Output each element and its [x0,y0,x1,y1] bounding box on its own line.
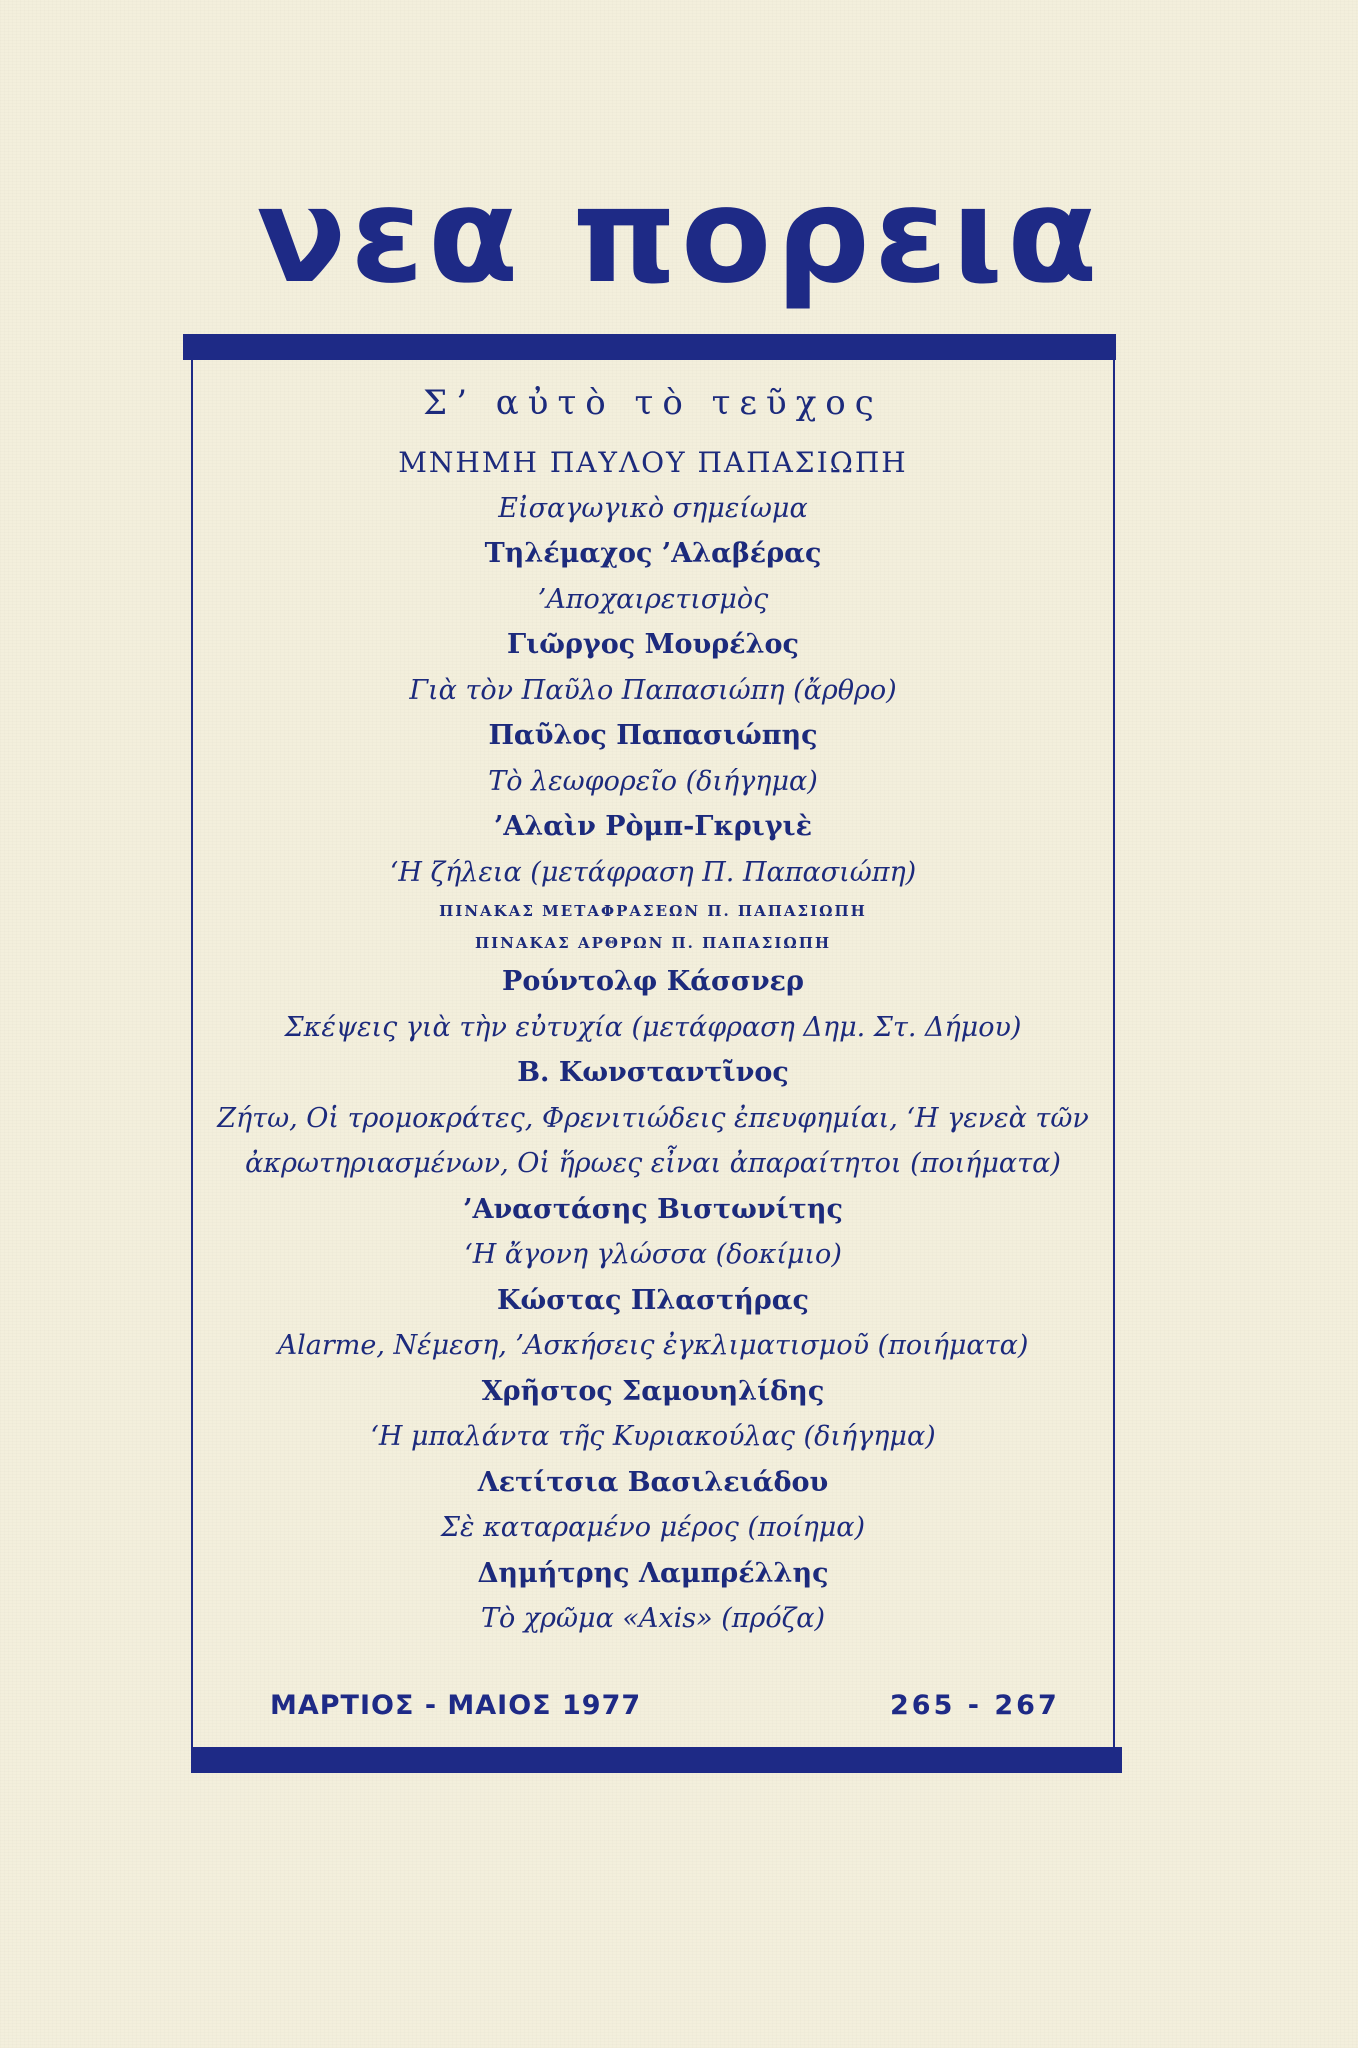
memorial-heading: ΜΝΗΜΗ ΠΑΥΛΟΥ ΠΑΠΑΣΙΩΠΗ [398,446,908,479]
entry-title: ‘Η μπαλάντα τῆς Κυριακούλας (διήγημα) [370,1421,936,1452]
entry-author: Χρῆστος Σαμουηλίδης [481,1375,825,1407]
entry-author: Γιῶργος Μουρέλος [507,629,799,660]
entry-title: ‘Η ἄγονη γλώσσα (δοκίμιο) [464,1239,842,1270]
entry-title: Σὲ καταραμένο μέρος (ποίημα) [440,1512,866,1543]
entry-title: Τὸ λεωφορεῖο (διήγημα) [488,765,818,797]
entry-title: Εἰσαγωγικὸ σημείωμα [498,492,808,524]
bottom-rule [191,1747,1122,1773]
entry-title: Ζήτω, Οἱ τρομοκράτες, Φρενιτιώδεις ἐπευφημίαι, ‘Η γενεὰ τῶν ἀκρωτηριασμένων, Οἱ ἥρωες εἶναι ἀπαραίτητοι (ποιήματα) [217,1102,1089,1179]
entry-author: Δημήτρης Λαμπρέλλης [477,1557,829,1589]
issue-date: ΜΑΡΤΙΟΣ - ΜΑΙΟΣ 1977 [270,1690,642,1721]
table-of-contents [195,378,1111,1642]
entry-author: Παῦλος Παπασιώπης [488,720,818,751]
entry-title: ’Αποχαιρετισμὸς [537,583,769,615]
entry-author: ’Αλαὶν Ρὸμπ-Γκριγιὲ [493,811,813,842]
entry-author: Ρούντολφ Κάσσνερ [502,966,804,997]
frame-right-line [1113,360,1115,1747]
entry-author: Λετίτσια Βασιλειάδου [477,1466,829,1498]
articles-index: ΠΙΝΑΚΑΣ ΑΡΘΡΩΝ Π. ΠΑΠΑΣΙΩΠΗ [474,934,832,952]
entry-author: Κώστας Πλαστήρας [497,1284,809,1316]
magazine-title: νεα πορεια [256,159,1102,313]
issue-number: 265 - 267 [890,1690,1060,1721]
top-rule [183,334,1116,360]
entry-author: Τηλέμαχος ’Αλαβέρας [484,538,822,569]
translations-index: ΠΙΝΑΚΑΣ ΜΕΤΑΦΡΑΣΕΩΝ Π. ΠΑΠΑΣΙΩΠΗ [439,902,867,920]
frame-left-line [191,360,193,1747]
entry-title: Alarme, Νέμεση, ’Ασκήσεις ἐγκλιματισμοῦ (ποιήματα) [277,1330,1029,1361]
entry-title: ‘Η ζήλεια (μετάφραση Π. Παπασιώπη) [389,856,917,888]
entry-title: Γιὰ τὸν Παῦλο Παπασιώπη (ἄρθρο) [409,674,897,706]
contents-heading: Σ’ αὐτὸ τὸ τεῦχος [423,383,883,423]
entry-author: ’Αναστάσης Βιστωνίτης [463,1193,843,1225]
entry-title: Τὸ χρῶμα «Axis» (πρόζα) [480,1603,826,1634]
entry-title: Σκέψεις γιὰ τὴν εὐτυχία (μετάφραση Δημ. Στ. Δήμου) [284,1011,1022,1043]
entry-author: Β. Κωνσταντῖνος [517,1057,789,1088]
